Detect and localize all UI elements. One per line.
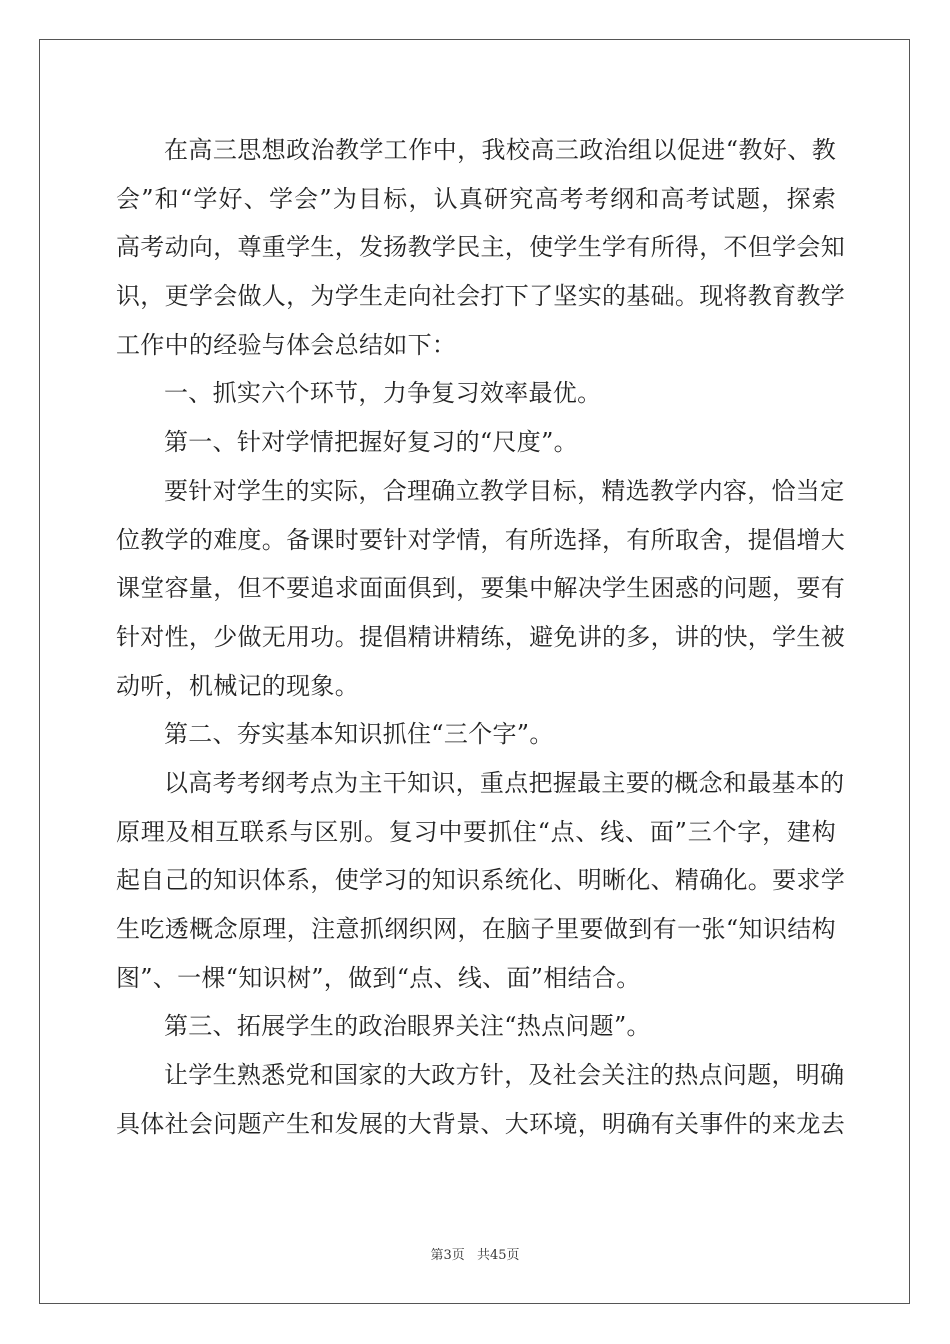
paragraph-line: 第一、针对学情把握好复习的“尺度”。 — [164, 428, 578, 457]
paragraph-line: 原理及相互联系与区别。复习中要抓住“点、线、面”三个字，建构 — [116, 817, 836, 846]
paragraph-line: 让学生熟悉党和国家的大政方针，及社会关注的热点问题，明确 — [164, 1061, 845, 1090]
paragraph-line: 起自己的知识体系，使学习的知识系统化、明晰化、精确化。要求学 — [116, 866, 845, 895]
page-footer — [0, 1244, 950, 1263]
paragraph-line: 在高三思想政治教学工作中，我校高三政治组以促进“教好、教 — [164, 136, 836, 164]
paragraph — [116, 1002, 836, 1051]
paragraph — [116, 369, 836, 418]
paragraph-line: 动听，机械记的现象。 — [116, 671, 359, 700]
paragraph-line: 会”和“学好、学会”为目标，认真研究高考考纲和高考试题，探索 — [116, 184, 836, 213]
paragraph-line: 识，更学会做人，为学生走向社会打下了坚实的基础。现将教育教学 — [116, 282, 845, 311]
paragraph-line: 高考动向，尊重学生，发扬教学民主，使学生学有所得，不但学会知 — [116, 233, 845, 262]
paragraph-line: 位教学的难度。备课时要针对学情，有所选择，有所取舍，提倡增大 — [116, 525, 845, 554]
paragraph-line: 针对性，少做无用功。提倡精讲精练，避免讲的多，讲的快，学生被 — [116, 622, 845, 651]
paragraph-line: 工作中的经验与体会总结如下： — [116, 330, 457, 359]
paragraph-line: 图”、一棵“知识树”，做到“点、线、面”相结合。 — [116, 963, 641, 992]
paragraph-line: 生吃透概念原理，注意抓纲织网，在脑子里要做到有一张“知识结构 — [116, 915, 836, 943]
page-total: 共45页 — [476, 1248, 520, 1263]
paragraph-line: 一、抓实六个环节，力争复习效率最优。 — [164, 379, 602, 408]
document-body — [116, 126, 845, 1148]
paragraph — [116, 759, 845, 1002]
paragraph-line: 课堂容量，但不要追求面面俱到，要集中解决学生困惑的问题，要有 — [116, 574, 845, 603]
paragraph — [116, 126, 845, 369]
paragraph-line: 第三、拓展学生的政治眼界关注“热点问题”。 — [164, 1012, 651, 1041]
paragraph — [116, 710, 836, 759]
paragraph-line: 以高考考纲考点为主干知识，重点把握最主要的概念和最基本的 — [164, 768, 845, 797]
paragraph-line: 第二、夯实基本知识抓住“三个字”。 — [164, 720, 554, 749]
paragraph — [116, 418, 836, 467]
paragraph-line: 要针对学生的实际，合理确立教学目标，精选教学内容，恰当定 — [164, 476, 845, 505]
paragraph — [116, 467, 845, 710]
paragraph-line: 具体社会问题产生和发展的大背景、大环境，明确有关事件的来龙去 — [116, 1109, 845, 1138]
page-number: 第3页 — [430, 1248, 465, 1263]
paragraph — [116, 1051, 845, 1148]
